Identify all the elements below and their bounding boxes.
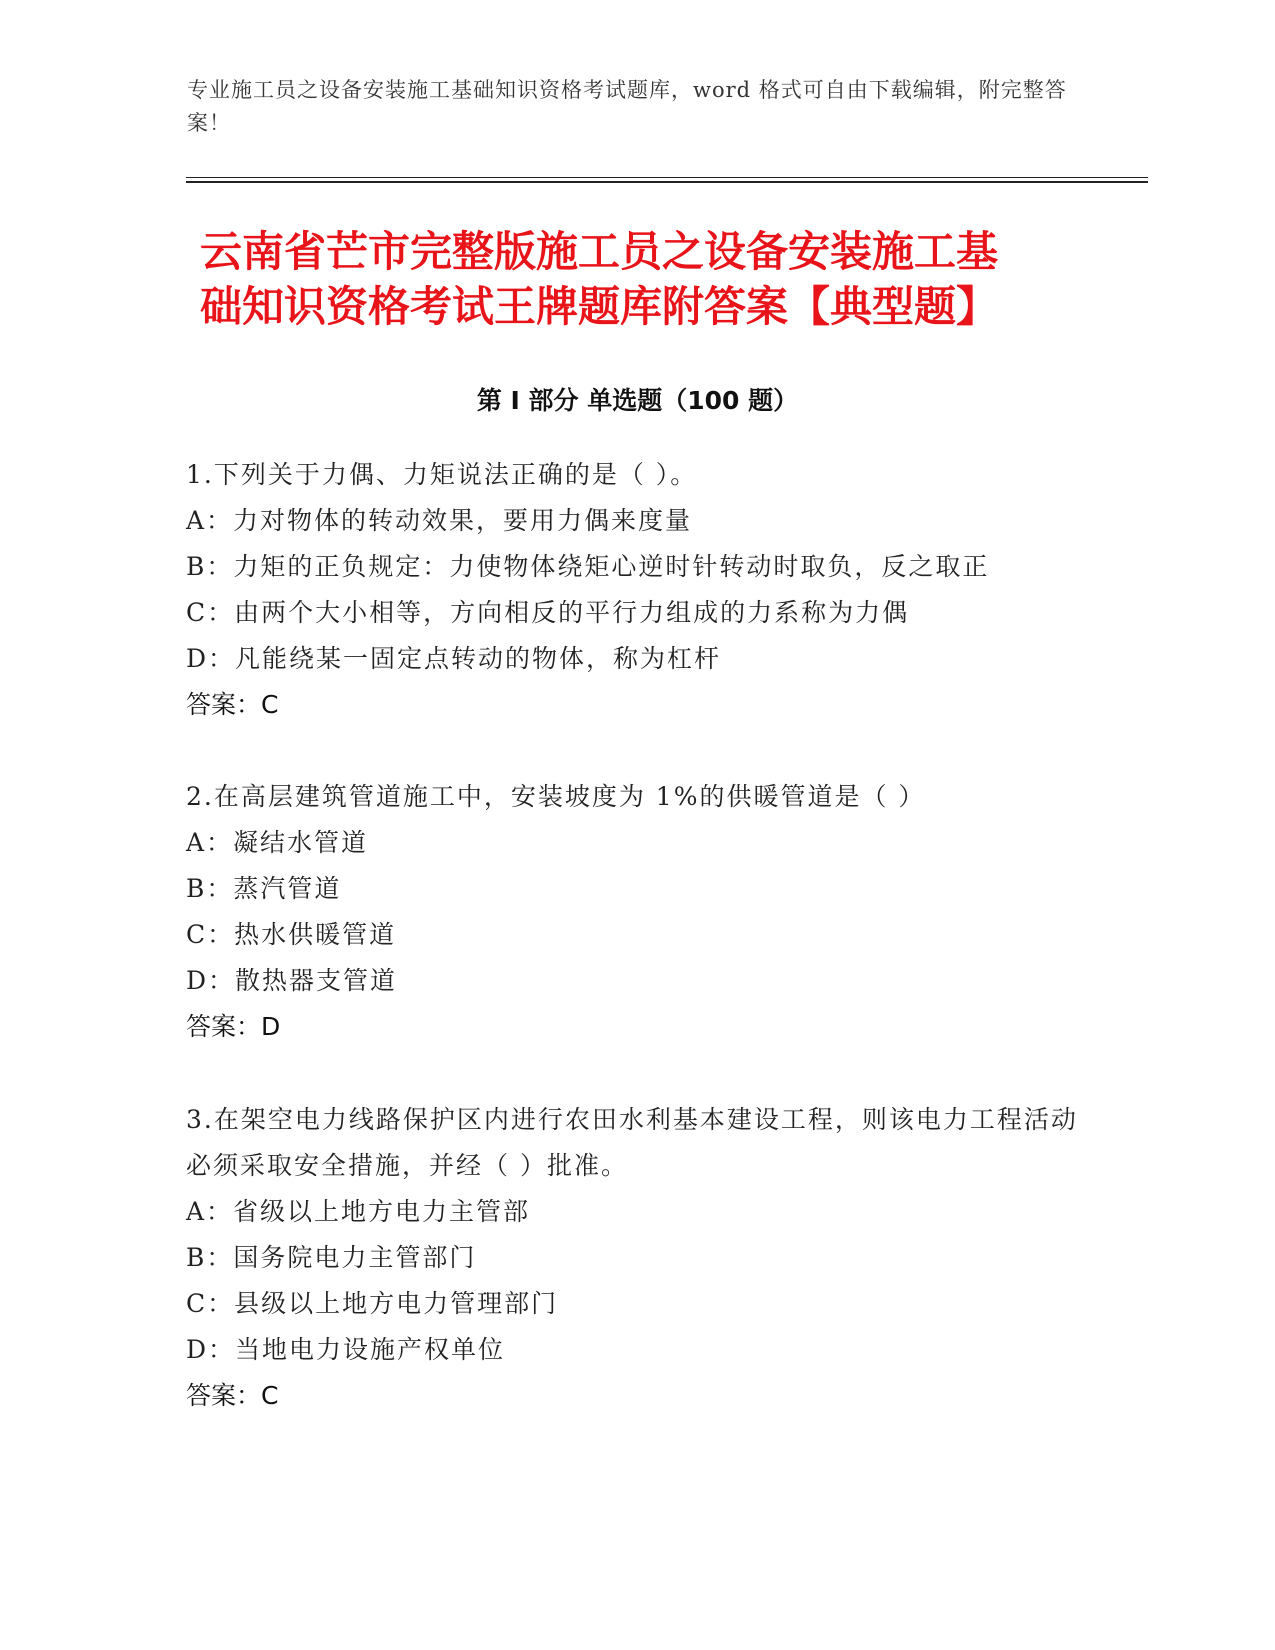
option-c: C：由两个大小相等，方向相反的平行力组成的力系称为力偶 xyxy=(186,598,910,627)
question-stem: 1.下列关于力偶、力矩说法正确的是（ ）。 xyxy=(186,460,698,489)
header-divider-thick xyxy=(186,181,1148,183)
option-b: B：国务院电力主管部门 xyxy=(186,1243,477,1272)
title-line-2: 础知识资格考试王牌题库附答案【典型题】 xyxy=(200,282,999,331)
answer-line: 答案：C xyxy=(186,690,279,719)
question-stem: 2.在高层建筑管道施工中，安装坡度为 1%的供暖管道是（ ） xyxy=(186,782,926,811)
document-title xyxy=(200,224,1100,334)
option-b: B：蒸汽管道 xyxy=(186,874,342,903)
header-note: 专业施工员之设备安装施工基础知识资格考试题库，word 格式可自由下载编辑，附完整答案！ xyxy=(187,78,1067,135)
option-a: A：凝结水管道 xyxy=(186,828,369,857)
option-c: C：县级以上地方电力管理部门 xyxy=(186,1289,559,1318)
question-2 xyxy=(186,774,1086,1050)
answer-line: 答案：D xyxy=(186,1012,281,1041)
title-line-1: 云南省芒市完整版施工员之设备安装施工基 xyxy=(200,227,999,276)
option-a: A：省级以上地方电力主管部 xyxy=(186,1197,531,1226)
question-3 xyxy=(186,1097,1086,1419)
option-b: B：力矩的正负规定：力使物体绕矩心逆时针转动时取负，反之取正 xyxy=(186,552,990,581)
option-d: D：凡能绕某一固定点转动的物体，称为杠杆 xyxy=(186,644,722,673)
option-d: D：当地电力设施产权单位 xyxy=(186,1335,506,1364)
section-heading: 第 I 部分 单选题（100 题） xyxy=(476,386,799,415)
option-a: A：力对物体的转动效果，要用力偶来度量 xyxy=(186,506,693,535)
answer-line: 答案：C xyxy=(186,1381,279,1410)
question-1 xyxy=(186,452,1086,728)
option-c: C：热水供暖管道 xyxy=(186,920,397,949)
header-divider-thin xyxy=(186,177,1148,178)
option-d: D：散热器支管道 xyxy=(186,966,398,995)
question-stem: 3.在架空电力线路保护区内进行农田水利基本建设工程，则该电力工程活动必须采取安全措施，并经（ ）批准。 xyxy=(186,1105,1078,1180)
